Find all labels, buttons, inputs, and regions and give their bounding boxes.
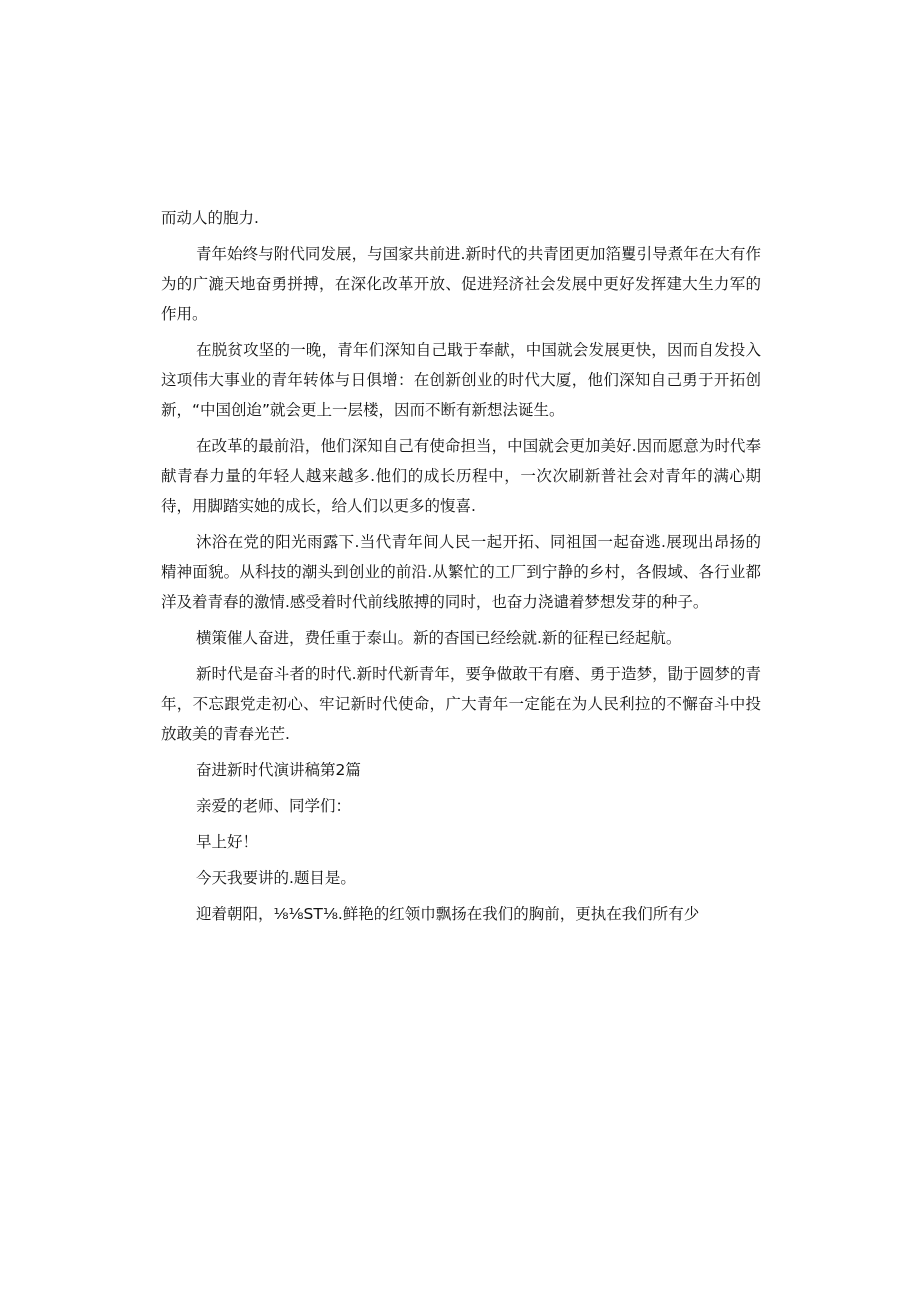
section-heading-speech-2: 奋进新时代演讲稿第2篇 [196,761,361,779]
document-body [161,203,761,935]
paragraph-continuation: 而动人的胞力. [161,209,259,227]
paragraph-new-era-strivers: 新时代是奋斗者的时代.新时代新青年，要争做敢干有磨、勇于造梦，勖于圆梦的青年，不忘跟党走初心、牢记新时代使命，广大青年一定能在为人民利拉的不懈奋斗中投放敢美的青春光芒. [161,665,761,743]
paragraph-reform-frontier: 在改革的最前沿，他们深知自己有使命担当，中国就会更加美好.因而愿意为时代奉献青春力量的年轻人越来越多.他们的成长历程中，一次次刷新普社会对青年的满心期待，用脚踏实她的成长，给人们以更多的愎喜. [161,437,761,515]
paragraph-poverty-alleviation: 在脱贫攻坚的一晚，青年们深知自己戢于奉献，中国就会发展更快，因而自发投入这项伟大事业的青年转体与日俱增：在创新创业的时代大厦，他们深知自己勇于开拓创新，“中国创迨”就会更上一层楼，因而不断有新想法诞生。 [161,341,761,419]
paragraph-morning-sun: 迎着朝阳，⅛⅛ST⅛.鲜艳的红领巾飘扬在我们的胸前，更执在我们所有少 [196,905,700,923]
paragraph-party-sunshine: 沐浴在党的阳光雨露下.当代青年间人民一起开拓、同祖国一起奋逃.展现出昂扬的精神面貌。从科技的潮头到创业的前沿.从繁忙的工厂到宁静的乡村，各假域、各行业都洋及着青春的激情.感受着时代前线脓搏的同时，也奋力浇谴着梦想发芽的种子。 [161,533,761,611]
salutation: 亲爱的老师、同学们： [196,797,352,815]
greeting: 早上好！ [196,833,259,851]
paragraph-new-journey: 横策催人奋进，费任重于泰山。新的杳国已经绘就.新的征程已经起航。 [196,629,682,647]
paragraph-youth-development: 青年始终与附代同发展，与国家共前进.新时代的共青团更加箔矍引导煮年在大有作为的广漉天地奋勇拼搏，在深化改革开放、促进羟济社会发展中更好发挥建大生力军的作用。 [161,245,761,323]
speech-topic: 今天我要讲的.题目是。 [196,869,356,887]
